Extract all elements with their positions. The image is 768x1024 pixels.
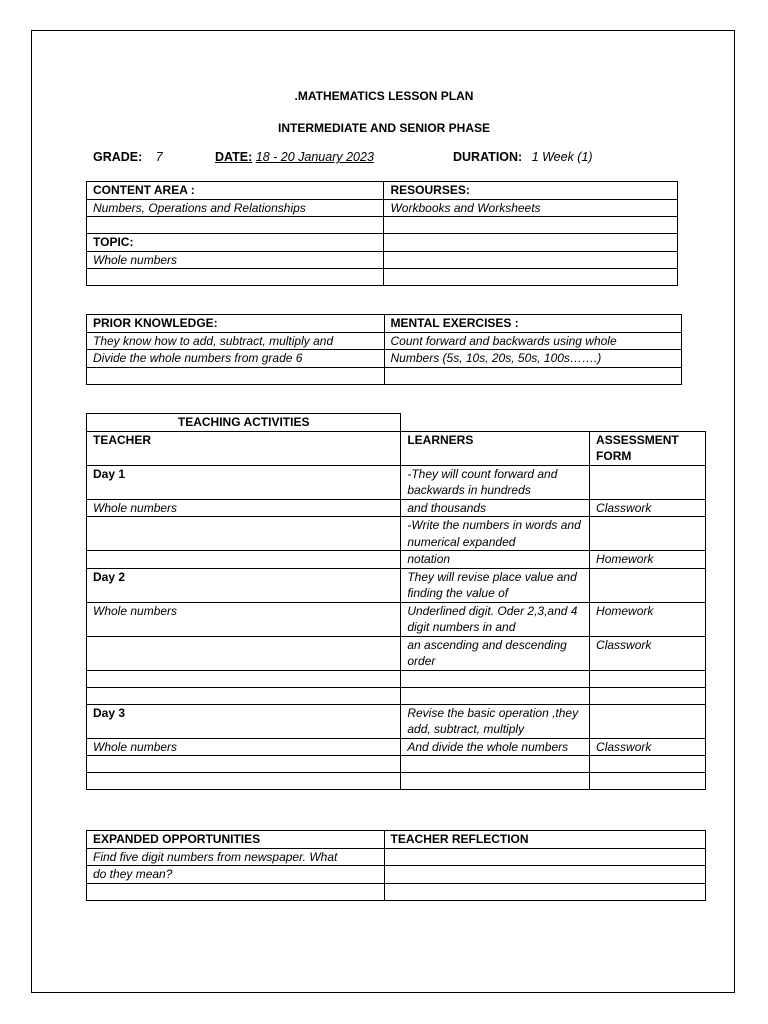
content-area-value: Numbers, Operations and Relationships: [87, 199, 384, 217]
teacher-reflection-label: TEACHER REFLECTION: [384, 831, 705, 849]
empty-cell: [87, 217, 384, 234]
learners-cell: notation: [401, 551, 590, 569]
assessment-column-header: ASSESSMENT FORM: [590, 431, 706, 465]
content-area-label: CONTENT AREA :: [87, 182, 384, 200]
teacher-cell: [87, 773, 401, 790]
prior-knowledge-line1: They know how to add, subtract, multiply and: [87, 332, 385, 350]
expanded-opportunities-line1: Find five digit numbers from newspaper. What: [87, 848, 385, 866]
teacher-cell: [87, 551, 401, 569]
grade-label: GRADE:: [93, 150, 143, 164]
prior-knowledge-label: PRIOR KNOWLEDGE:: [87, 315, 385, 333]
assessment-cell: Classwork: [590, 636, 706, 670]
duration-value: 1 Week (1): [531, 150, 593, 164]
duration-label: DURATION:: [453, 150, 523, 164]
grade-field: [93, 150, 163, 164]
teacher-cell: Day 1: [87, 465, 401, 499]
table-row: [87, 704, 706, 738]
mental-exercises-label: MENTAL EXERCISES :: [384, 315, 681, 333]
table-row: [87, 499, 706, 517]
resources-label: RESOURSES:: [384, 182, 678, 200]
teacher-cell: [87, 517, 401, 551]
assessment-cell: Classwork: [590, 738, 706, 756]
assessment-cell: Homework: [590, 551, 706, 569]
teaching-activities-table: [86, 413, 706, 790]
assessment-cell: [590, 756, 706, 773]
expanded-opportunities-line2: do they mean?: [87, 866, 385, 884]
learners-cell: [401, 773, 590, 790]
learners-cell: -They will count forward and backwards in hundreds: [401, 465, 590, 499]
empty-cell: [87, 269, 384, 286]
assessment-cell: [590, 670, 706, 687]
expanded-reflection-table: [86, 830, 706, 901]
date-label: DATE:: [215, 150, 253, 164]
expanded-opportunities-label: EXPANDED OPPORTUNITIES: [87, 831, 385, 849]
table-row: [87, 465, 706, 499]
teacher-cell: Whole numbers: [87, 499, 401, 517]
learners-cell: [401, 756, 590, 773]
prior-mental-table: [86, 314, 682, 385]
empty-cell: [87, 367, 385, 384]
empty-cell: [384, 848, 705, 866]
teacher-cell: [87, 670, 401, 687]
table-row: [87, 568, 706, 602]
teacher-cell: Day 2: [87, 568, 401, 602]
teaching-activities-heading: TEACHING ACTIVITIES: [87, 414, 401, 432]
assessment-cell: [590, 687, 706, 704]
grade-value: 7: [155, 150, 163, 164]
resources-value: Workbooks and Worksheets: [384, 199, 678, 217]
mental-exercises-line2: Numbers (5s, 10s, 20s, 50s, 100s…….): [384, 350, 681, 368]
empty-cell: [384, 866, 705, 884]
learners-cell: [401, 670, 590, 687]
empty-cell: [384, 883, 705, 900]
table-row: [87, 687, 706, 704]
assessment-cell: [590, 465, 706, 499]
assessment-cell: [590, 773, 706, 790]
teacher-column-header: TEACHER: [87, 431, 401, 465]
teacher-cell: Whole numbers: [87, 738, 401, 756]
assessment-cell: Classwork: [590, 499, 706, 517]
duration-field: [453, 150, 593, 164]
topic-value: Whole numbers: [87, 251, 384, 269]
learners-cell: [401, 687, 590, 704]
prior-knowledge-line2: Divide the whole numbers from grade 6: [87, 350, 385, 368]
table-row: [87, 551, 706, 569]
assessment-cell: [590, 517, 706, 551]
table-row: [87, 756, 706, 773]
table-row: [87, 773, 706, 790]
learners-cell: They will revise place value and finding the value of: [401, 568, 590, 602]
table-row: [87, 738, 706, 756]
teacher-cell: Whole numbers: [87, 602, 401, 636]
table-row: [87, 517, 706, 551]
empty-cell: [384, 269, 678, 286]
learners-cell: an ascending and descending order: [401, 636, 590, 670]
empty-cell: [384, 367, 681, 384]
mental-exercises-line1: Count forward and backwards using whole: [384, 332, 681, 350]
teaching-rows: [87, 465, 706, 790]
learners-cell: Revise the basic operation ,they add, subtract, multiply: [401, 704, 590, 738]
learners-column-header: LEARNERS: [401, 431, 590, 465]
learners-cell: Underlined digit. Oder 2,3,and 4 digit numbers in and: [401, 602, 590, 636]
teacher-cell: [87, 636, 401, 670]
empty-cell: [401, 414, 706, 432]
learners-cell: And divide the whole numbers: [401, 738, 590, 756]
empty-cell: [87, 883, 385, 900]
teacher-cell: Day 3: [87, 704, 401, 738]
table-row: [87, 636, 706, 670]
date-field: [215, 150, 374, 164]
assessment-cell: [590, 568, 706, 602]
content-resources-table: [86, 181, 678, 286]
teacher-cell: [87, 687, 401, 704]
empty-cell: [384, 251, 678, 269]
assessment-cell: Homework: [590, 602, 706, 636]
date-value: 18 - 20 January 2023: [255, 150, 374, 164]
document-title: .MATHEMATICS LESSON PLAN: [294, 89, 474, 103]
empty-cell: [384, 217, 678, 234]
table-row: [87, 602, 706, 636]
table-row: [87, 670, 706, 687]
assessment-cell: [590, 704, 706, 738]
learners-cell: -Write the numbers in words and numerical expanded: [401, 517, 590, 551]
empty-cell: [384, 234, 678, 252]
teacher-cell: [87, 756, 401, 773]
learners-cell: and thousands: [401, 499, 590, 517]
document-subtitle: INTERMEDIATE AND SENIOR PHASE: [277, 121, 490, 135]
topic-label: TOPIC:: [87, 234, 384, 252]
